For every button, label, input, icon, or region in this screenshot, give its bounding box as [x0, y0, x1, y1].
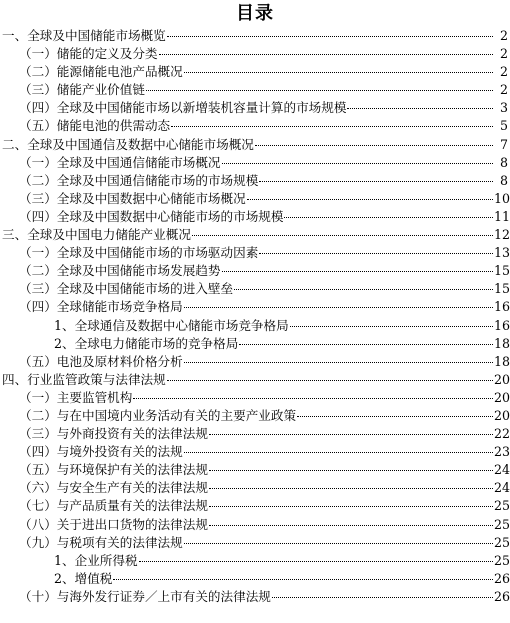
toc-dot-leader — [209, 488, 493, 489]
toc-dot-leader — [184, 452, 493, 453]
toc-dot-leader — [255, 145, 493, 146]
toc-entry[interactable] — [0, 154, 508, 172]
toc-entry-label: （七）与产品质量有关的法律法规 — [19, 498, 208, 514]
toc-dot-leader — [171, 126, 493, 127]
toc-dot-leader — [113, 579, 493, 580]
toc-entry-page-number: 5 — [499, 118, 508, 134]
toc-entry[interactable] — [0, 317, 508, 335]
toc-entry-label: （三）储能产业价值链 — [19, 82, 145, 98]
toc-entry-page-number: 25 — [494, 516, 510, 532]
toc-entry[interactable] — [0, 45, 508, 63]
toc-entry-label: （四）全球储能市场竞争格局 — [19, 299, 183, 315]
toc-entry-label: （九）与税项有关的法律法规 — [19, 534, 183, 550]
toc-entry[interactable] — [0, 588, 508, 606]
toc-entry-label: 一、全球及中国储能市场概览 — [2, 28, 166, 43]
toc-entry-label: 2、全球电力储能市场的竞争格局 — [54, 335, 239, 351]
toc-entry-page-number: 8 — [499, 172, 508, 188]
toc-dot-leader — [159, 54, 493, 55]
toc-entry[interactable] — [0, 552, 508, 570]
toc-entry-label: （一）全球及中国通信储能市场概况 — [19, 154, 221, 170]
toc-entry[interactable] — [0, 99, 508, 117]
toc-entry[interactable] — [0, 335, 508, 353]
toc-entry-page-number: 11 — [494, 208, 510, 224]
toc-entry[interactable] — [0, 136, 508, 154]
toc-dot-leader — [146, 90, 493, 91]
toc-entry-page-number: 2 — [499, 28, 508, 43]
toc-entry-page-number: 20 — [494, 389, 510, 405]
toc-entry-page-number: 8 — [499, 154, 508, 170]
toc-entry-label: （四）与境外投资有关的法规 — [19, 444, 183, 460]
toc-entry-page-number: 23 — [494, 444, 510, 460]
toc-dot-leader — [184, 307, 493, 308]
toc-entry-page-number: 2 — [499, 64, 508, 80]
toc-dot-leader — [139, 561, 493, 562]
toc-entry-label: （一）主要监管机构 — [19, 389, 133, 405]
toc-dot-leader — [272, 597, 493, 598]
toc-dot-leader — [167, 36, 493, 37]
toc-entry-label: （一）储能的定义及分类 — [19, 46, 158, 62]
toc-entry-label: （三）全球及中国数据中心储能市场概况 — [19, 190, 246, 206]
toc-dot-leader — [222, 163, 494, 164]
toc-entry-label: （三）与外商投资有关的法律法规 — [19, 426, 208, 442]
toc-entry-page-number: 15 — [494, 263, 510, 279]
toc-entry[interactable] — [0, 81, 508, 99]
toc-entry[interactable] — [0, 226, 508, 244]
toc-entry[interactable] — [0, 516, 508, 534]
toc-entry-label: （八）关于进出口货物的法律法规 — [19, 516, 208, 532]
toc-entry[interactable] — [0, 27, 508, 45]
toc-entry-label: （二）与在中国境内业务活动有关的主要产业政策 — [19, 407, 297, 423]
toc-list — [0, 27, 508, 606]
toc-entry[interactable] — [0, 497, 508, 515]
toc-entry-page-number: 7 — [499, 136, 508, 152]
toc-entry-label: （五）电池及原材料价格分析 — [19, 353, 183, 369]
toc-dot-leader — [259, 181, 493, 182]
toc-dot-leader — [133, 398, 493, 399]
toc-dot-leader — [297, 416, 493, 417]
toc-dot-leader — [184, 543, 493, 544]
toc-dot-leader — [222, 271, 494, 272]
toc-entry-page-number: 3 — [499, 100, 508, 116]
toc-entry-page-number: 25 — [494, 498, 510, 514]
toc-entry-page-number: 26 — [494, 570, 510, 586]
toc-dot-leader — [184, 72, 493, 73]
toc-dot-leader — [290, 326, 493, 327]
toc-entry-label: 1、全球通信及数据中心储能市场竞争格局 — [54, 317, 289, 333]
toc-entry-label: （六）与安全生产有关的法律法规 — [19, 480, 208, 496]
toc-entry[interactable] — [0, 244, 508, 262]
toc-entry-label: （四）全球及中国数据中心储能市场的市场规模 — [19, 208, 284, 224]
toc-entry-page-number: 13 — [494, 245, 510, 261]
toc-entry-page-number: 2 — [499, 82, 508, 98]
toc-entry-page-number: 24 — [494, 462, 510, 478]
toc-entry-page-number: 10 — [494, 190, 510, 206]
toc-entry-label: 二、全球及中国通信及数据中心储能市场概况 — [2, 136, 254, 152]
toc-entry-label: 三、全球及中国电力储能产业概况 — [2, 227, 191, 243]
toc-entry-page-number: 25 — [494, 552, 510, 568]
toc-entry[interactable] — [0, 371, 508, 389]
toc-entry-label: （二）全球及中国通信储能市场的市场规模 — [19, 172, 259, 188]
toc-entry-label: （二）能源储能电池产品概况 — [19, 64, 183, 80]
toc-dot-leader — [209, 506, 493, 507]
toc-entry-label: （三）全球及中国储能市场的进入壁垒 — [19, 281, 234, 297]
toc-entry-label: （二）全球及中国储能市场发展趋势 — [19, 263, 221, 279]
toc-entry[interactable] — [0, 534, 508, 552]
toc-entry-label: 1、企业所得税 — [54, 552, 138, 568]
toc-entry-page-number: 20 — [494, 407, 510, 423]
toc-entry-label: 2、增值税 — [54, 570, 113, 586]
toc-entry[interactable] — [0, 461, 508, 479]
toc-entry-page-number: 16 — [494, 317, 510, 333]
toc-entry-label: （十）与海外发行证券／上市有关的法律法规 — [19, 588, 271, 604]
toc-entry[interactable] — [0, 353, 508, 371]
toc-entry-page-number: 24 — [494, 480, 510, 496]
toc-dot-leader — [192, 235, 493, 236]
toc-entry[interactable] — [0, 407, 508, 425]
toc-entry[interactable] — [0, 570, 508, 588]
toc-entry[interactable] — [0, 172, 508, 190]
toc-entry-page-number: 16 — [494, 299, 510, 315]
toc-entry-page-number: 18 — [494, 335, 510, 351]
toc-entry[interactable] — [0, 190, 508, 208]
toc-entry[interactable] — [0, 479, 508, 497]
toc-dot-leader — [239, 344, 493, 345]
toc-entry-page-number: 25 — [494, 534, 510, 550]
toc-entry-label: 四、行业监管政策与法律法规 — [2, 371, 166, 387]
toc-entry[interactable] — [0, 425, 508, 443]
toc-entry[interactable] — [0, 63, 508, 81]
toc-entry-page-number: 26 — [494, 588, 510, 604]
toc-entry-page-number: 2 — [499, 46, 508, 62]
toc-entry-page-number: 20 — [494, 371, 510, 387]
toc-dot-leader — [284, 217, 493, 218]
toc-entry[interactable] — [0, 298, 508, 316]
toc-dot-leader — [209, 470, 493, 471]
toc-entry-label: （一）全球及中国储能市场的市场驱动因素 — [19, 245, 259, 261]
toc-entry-label: （四）全球及中国储能市场以新增装机容量计算的市场规模 — [19, 100, 347, 116]
toc-entry-label: （五）储能电池的供需动态 — [19, 118, 171, 134]
toc-dot-leader — [347, 108, 493, 109]
toc-entry[interactable] — [0, 262, 508, 280]
toc-dot-leader — [167, 380, 493, 381]
toc-dot-leader — [209, 525, 493, 526]
toc-dot-leader — [234, 289, 493, 290]
toc-entry[interactable] — [0, 208, 508, 226]
toc-entry[interactable] — [0, 117, 508, 135]
toc-dot-leader — [259, 253, 493, 254]
toc-entry[interactable] — [0, 280, 508, 298]
toc-entry-page-number: 22 — [494, 426, 510, 442]
toc-title: 目录 — [236, 3, 274, 24]
toc-entry-page-number: 18 — [494, 353, 510, 369]
toc-entry-page-number: 12 — [494, 227, 510, 243]
toc-entry[interactable] — [0, 443, 508, 461]
toc-dot-leader — [184, 362, 493, 363]
toc-entry[interactable] — [0, 389, 508, 407]
toc-dot-leader — [209, 434, 493, 435]
toc-entry-page-number: 15 — [494, 281, 510, 297]
toc-entry-label: （五）与环境保护有关的法律法规 — [19, 462, 208, 478]
toc-dot-leader — [247, 199, 493, 200]
